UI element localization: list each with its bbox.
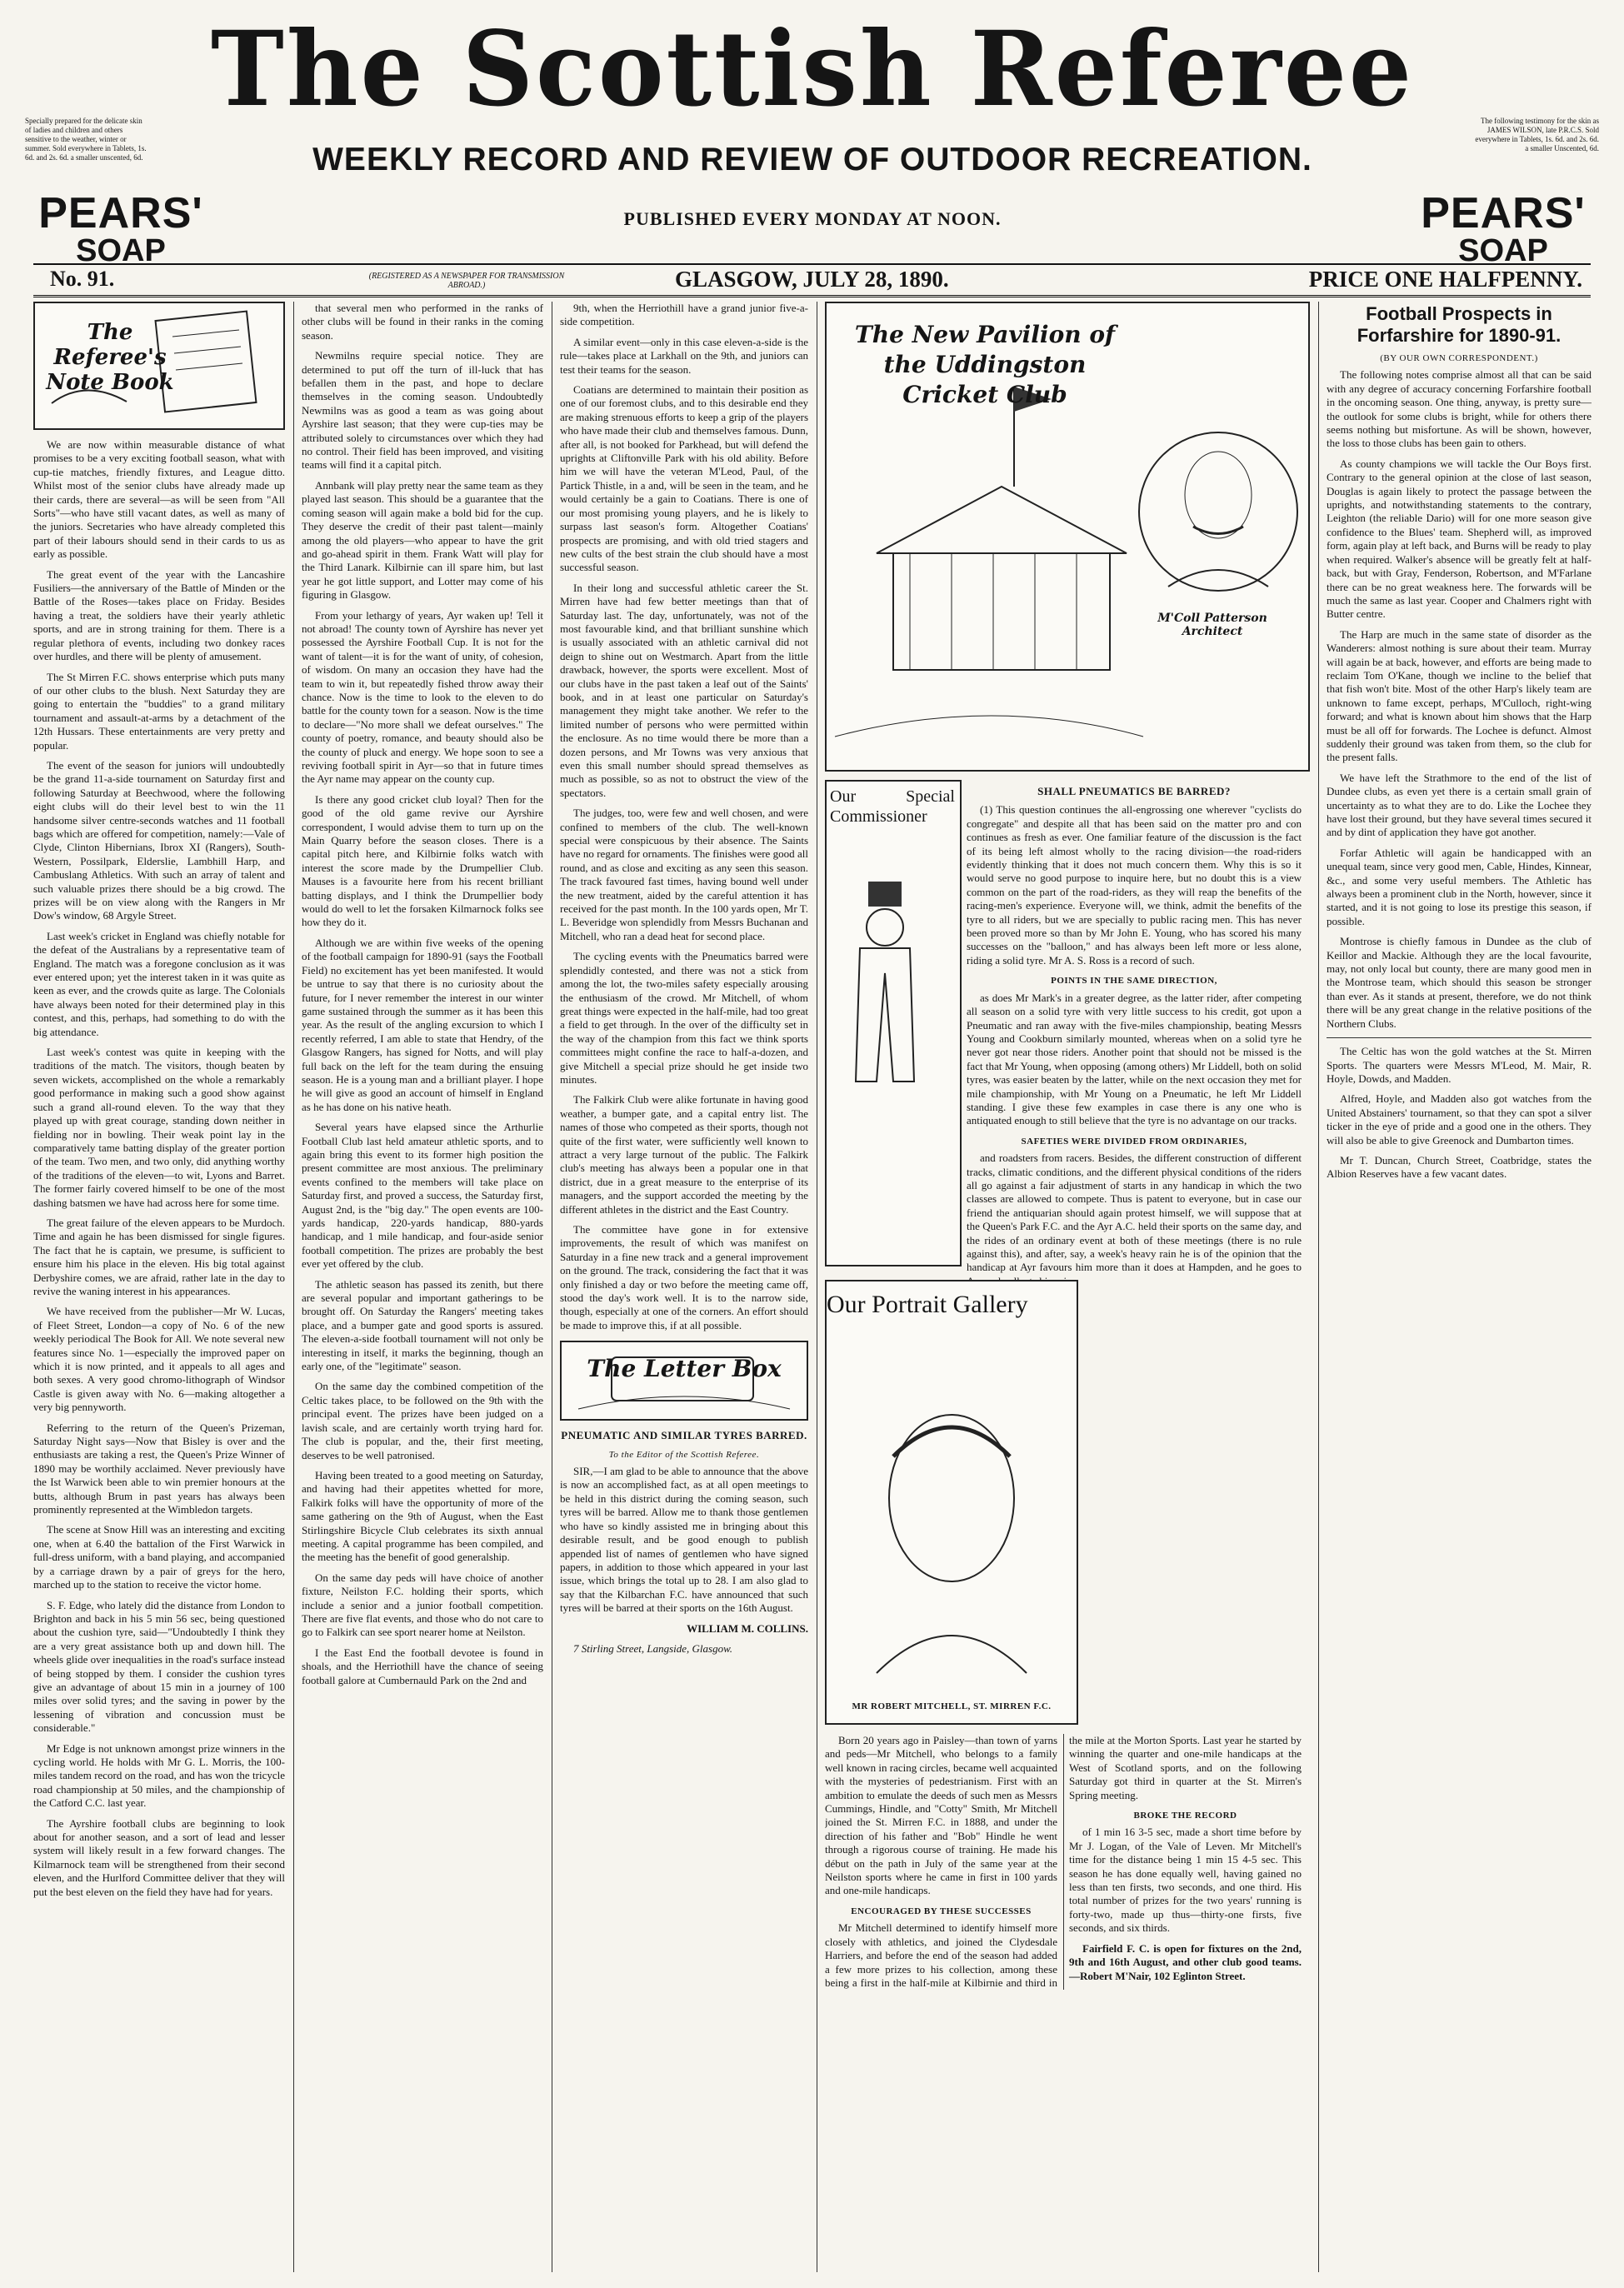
letter-address: 7 Stirling Street, Langside, Glasgow.: [573, 1641, 733, 1655]
byline: (BY OUR OWN CORRESPONDENT.): [1380, 353, 1538, 363]
paragraph: 9th, when the Herriothill have a grand junior five-a-side competition.: [560, 302, 808, 328]
paragraph: On the same day peds will have choice of another fixture, Neilston F.C. holding their sports, which include a senior and a junior football competition. There are five flat events, and those who do not care to go to Falkirk can see sport nearer home at Neilston.: [302, 1571, 543, 1639]
paragraph: of 1 min 16 3-5 sec, made a short time before by Mr J. Logan, of the Vale of Leven. Mr Mitchell's time for the distance being 1 min 15 4-5 sec. This season he has done equally well, having gained no less than ten firsts, two seconds, and one third. His total number of prizes for the two years' running is forty-two, made up thus—thirty-one firsts, five seconds, and six thirds.: [1069, 1826, 1302, 1935]
paragraph: Born 20 years ago in Paisley—than town of yarns and peds—Mr Mitchell, who belongs to a family well known in racing circles, became well acquainted with the mysteries of pedestrianism. First with an ambition to emulate the deeds of such men as Messrs Cummings, Hindle, and "Cotty" Smith, Mr Mitchell joined the St. Mirren F.C. in 1888, and under the direction of his father and "Bob" Hindle he went through a rigorous course of training. He made his début on the path in July of the same year at the Neilston sports where he came in first in 100 yards and one-mile handicaps.: [825, 1734, 1057, 1897]
gallery-subject: MR ROBERT MITCHELL, ST. MIRREN F.C.: [852, 1701, 1052, 1711]
letter-signature: WILLIAM M. COLLINS.: [687, 1621, 808, 1635]
paragraph: Mr Edge is not unknown amongst prize winners in the cycling world. He holds with Mr G. L. Morris, the 100-miles tandem record on the road, and has won the tricycle road championship at 50 miles, and the championship of the Catford C.C. last year.: [33, 1741, 285, 1810]
pavilion-signature: M'Coll Patterson Architect: [1157, 612, 1267, 639]
divider: [1327, 1037, 1592, 1038]
paragraph: We have left the Strathmore to the end of the list of Dundee clubs, as even yet there is a certain small grain of uncertainty as to what they are to do. Like the Lochee they have lost their ground, but they have several times secured it and by dint of application they have got another.: [1327, 771, 1592, 839]
note-book-illustration: [33, 302, 285, 430]
column-5: [1327, 302, 1592, 2272]
col1-paragraphs: [33, 438, 285, 1899]
commissioner-icon: [827, 782, 957, 1261]
paragraph: The great event of the year with the Lancashire Fusiliers—the anniversary of the Battle of Minden or the Battle of the Roses—takes place on Friday. Besides having a treat, the soldiers have their yearly athletic sports, and are in strong training for them. There is a regular plethora of events, including two donkey races over hurdles, and there will be plenty of amusement.: [33, 567, 285, 663]
col4-body: [825, 780, 1310, 2271]
pavilion-caption: The New Pavilion of the Uddingston Cricket Club: [854, 321, 1116, 408]
commissioner-illustration: [825, 780, 962, 1266]
paragraph: Alfred, Hoyle, and Madden also got watches from the United Abstainers' tournament, so that they can spot a silver ticker in the eye of pride and a good one in the others. They will also be able to give Greenock and Dumbarton times.: [1327, 1092, 1592, 1146]
paragraph: We are now within measurable distance of what promises to be a very exciting football season, what with cup-tie matches, friendly fixtures, and League ditto. Whilst most of the senior clubs have already made up their cards, there are several—as will be seen from "All Sorts"—who have still vacant dates, as well as many of the juniors. Secretaries who have already completed this part of their labours should send in their cards to us as early as possible.: [33, 438, 285, 561]
paragraph: Is there any good cricket club loyal? Then for the good of the old game revive our Ayrshire correspondent, I would advise them to turn up on the Main Quarry before the season closes. There is a capital pitch here, and Kilbirnie folks watch with interest the score made by the Drumpellier Club. Mauses is a favourite here from his recent brilliant batting displays, and I think the Drumpellier body would do well to let the forsaken Kilmarnock folks see how they do it.: [302, 792, 543, 929]
sub-headline: BROKE THE RECORD: [1133, 1811, 1237, 1821]
gallery-caption: Our Portrait Gallery: [827, 1291, 1028, 1318]
paragraph: Mr Mitchell determined to identify himself more closely with athletics, and joined the Clydesdale Harriers, and before the end of the season had added a few more prizes to his collection, among these being a first in the half-mile at Kilbirnie and third in the mile at the Morton Sports. Last year he started by winning the quarter and one-mile handicaps at the West of Scotland sports, and on the following Saturday got third in quarter at the St. Mirren's Spring meeting.: [825, 1734, 1302, 1989]
letter-headline: PNEUMATIC AND SIMILAR TYRES BARRED.: [561, 1429, 807, 1442]
paragraph: The judges, too, were few and well chosen, and were confined to members of the club. The well-known special were conspicuous by their absence. The Saints have no regard for ornaments. The finishes were good all round, and as close and exciting as any seen this season. The track favoured fast times, having bound well under the new treatment, aided by the careful attention it has received for the past month. In the 100 yards open, Mr T. L. Beveridge won splendidly from Messrs Buchanan and Mitchell, who ran a dead heat for second place.: [560, 807, 808, 942]
paragraph: Although we are within five weeks of the opening of the football campaign for 1890-91 (says the Football Field) no excitement has yet been manifested. It would be untrue to say that there is no curiosity about the future, for I never remember the interest in our winter game sustained through the summer as it has been this year. As the result of the angling excursion to which I recently referred, I am able to state that Hendry, of the Glasgow Rangers, has signed for Notts, and will play full back on the left for the team during the ensuing season. He is a young man and a brilliant player. I hope he will give as good an account of himself in England as he has done on his native heath.: [302, 936, 543, 1113]
paragraph: In their long and successful athletic career the St. Mirren have had few better meetings than that of Saturday last. The day, unfortunately, was not of the most favourable kind, and that brilliant sunshine which is usually associated with an athletic carnival did not deign to shine out on Westmarch. Apart from the little drawback, however, the sports were excellent. Most of our clubs have in the past taken a leaf out of the Saints' book, and in at least one particular on Saturday's management they might take another. We refer to the limited number of persons who were permitted within the enclosure. As no time would there be more than a dozen persons, and Mr Towns was very anxious that even this small number should spread themselves as much as possible, so as not to obstruct the view of the spectators.: [560, 581, 808, 799]
ad-right-big: PEARS': [1421, 189, 1586, 237]
paragraph: that several men who performed in the ranks of other clubs will be found in their ranks in the coming season.: [302, 302, 543, 342]
paragraph: From your lethargy of years, Ayr waken up! Tell it not abroad! The county town of Ayrshire has never yet possessed the Ayrshire Football Cup. It is not for the want of talent—it is for the want of unity, of cohesion, of wisdom. On many an occasion they have had the team to win it, but repeatedly fished throw away their chance. Now is the time to look to the eleven to do battle for the county town for a season. Now is the time to declare—"No more shall we defeat ourselves." The county of poetry, romance, and beauty should also be the county of pluck and energy. We hope soon to see a reviving football spirit in Ayr—so that in future times the Ayr name may appear on the county cup.: [302, 608, 543, 786]
masthead-side-note-left: Specially prepared for the delicate skin of ladies and children and others sensitive to the weather, winter or summer. Sold everywhere in Tablets, 1s. 6d. and 2s. 6d. a smaller unscented, 6d.: [25, 117, 147, 162]
paragraph: The scene at Snow Hill was an interesting and exciting one, when at 6.40 the battalion of the First Warwick in full-dress uniform, with a band playing, and accompanied by a carriage drawn by a pair of greys for the hero, marched up to the station to receive the victor home.: [33, 1523, 285, 1591]
paragraph: Newmilns require special notice. They are determined to put off the turn of ill-luck that has befallen them in the past, and hope to declare themselves in the coming season. Undoubtedly Newmilns was as good a team as was going about Ayrshire last season; that they were cup-ties may be attributed solely to circumstances over which they had no control. Their field has been improved, and visiting teams will find it a capital pitch.: [302, 349, 543, 472]
paragraph: The Harp are much in the same state of disorder as the Wanderers: almost nothing is sure about their team. Murray will again be at back, however, and efforts are being made to reclaim Tom O'Kane, though we incline to the belief that that fish won't bite. Most of the other Harp's likely team are unknown to fame except, perhaps, M'Culloch, right-wing forward; and what is known about him shows that the Harp must be all off for forwards. The Lochee is defunct. Almost suddenly their ground was taken from them, so the club for the present falls.: [1327, 627, 1592, 764]
registered-note: (REGISTERED AS A NEWSPAPER FOR TRANSMISSION ABROAD.): [368, 272, 565, 290]
paragraph: A similar event—only in this case eleven-a-side is the rule—takes place at Larkhall on the 9th, and juniors can test their teams for the season.: [560, 335, 808, 376]
paragraph: as does Mr Mark's in a greater degree, as the latter rider, after competing all season on a solid tyre with very little success to his credit, got upon a Pneumatic and ran away with the five-miles championship, beating Messrs Young and Cookburn similarly mounted, whereas when on a solid tyre he never got near those riders. Another point that should not be missed is the fact that Mr Young, when opposing (among others) Mr Liddell, both on solid tyres, was easier beaten by the latter, while on the next occasion they met for mile championship, with Mr Young on a Pneumatic, he left Mr Liddell standing. I give these few examples in case there is any one who is antiquated enough to still believe that the tyre is no advantage on our tracks.: [967, 991, 1302, 1127]
portrait-icon: [827, 1281, 1073, 1720]
paragraph: (1) This question continues the all-engrossing one wherever "cyclists do congregate" and despite all that has been said on the matter pro and con continues as fresh as ever. One familiar feature of the discussion is the fact of its being left almost wholly to the racing division—the road-riders evidently thinking that it does not much concern them. Why this is so it would serve no good purpose to inquire here, but no doubt this is a view common on the part of the road-riders, as they will reap the benefits of the racing-men's experience. Everyone will, we think, admit the benefits of the tyre to all riders, but we are specially to public racing men. This has never been proved more so than by Mr John E. Young, who has scored his many successes on the "balloon," and has always been left more or less alone, riding a solid tyre. Mr A. S. Ross is a record of such.: [967, 803, 1302, 967]
paragraph: I the East End the football devotee is found in shoals, and the Herriothill have the chance of seeing football galore at Cumbernauld Park on the 2nd and: [302, 1646, 543, 1686]
paragraph: Montrose is chiefly famous in Dundee as the club of Keillor and Mackie. Although they are the local favourite, may, not only local but county, there are many good men in the Montrose team, which should this season be stronger than ever. As it stands at present, therefore, we do not think there will be any great change in the relative positions of the Northern Clubs.: [1327, 935, 1592, 1030]
letter-to-editor: To the Editor of the Scottish Referee.: [608, 1449, 760, 1460]
paragraph: On the same day the combined competition of the Celtic takes place, to be followed on the 9th with the principal event. The prizes have been judged on a lavish scale, and are certainly worth trying hard for. The club is popular, and the, their first meeting, deserves to be well patronised.: [302, 1380, 543, 1461]
sub-headline: POINTS IN THE SAME DIRECTION,: [1051, 976, 1217, 987]
notice-paragraph: Fairfield F. C. is open for fixtures on the 2nd, 9th and 16th August, and other club good teams. —Robert M'Nair, 102 Eglinton Street.: [1069, 1941, 1302, 1982]
sub-headline: SAFETIES WERE DIVIDED FROM ORDINARIES,: [1021, 1136, 1247, 1146]
note-book-caption: The Referee's Note Book: [46, 320, 174, 395]
paragraph: The St Mirren F.C. shows enterprise which puts many of our other clubs to the blush. Next Saturday they are going to entertain the "buddies" to a grand military tournament and assault-at-arms by a detachment of the 12th Hussars. These entertainments are very pretty and popular.: [33, 670, 285, 752]
masthead-side-note-right: The following testimony for the skin as JAMES WILSON, late P.R.C.S. Sold everywhere in Tablets, 1s. 6d. and 2s. 6d. a smaller Unscented, 6d.: [1475, 117, 1599, 152]
column-2: [302, 302, 543, 2272]
ad-right-small: SOAP: [1458, 233, 1548, 268]
paragraph: We have received from the publisher—Mr W. Lucas, of Fleet Street, London—a copy of No. 6 of the new weekly periodical The Book for All. We note several new features since No. 1—especially the improved paper on which it is now printed, and it appeals to all ages and both sexes. A very good chromo-lithograph of Windsor Castle is given away with No. 6—making altogether a very big pennyworth.: [33, 1305, 285, 1414]
paragraph: S. F. Edge, who lately did the distance from London to Brighton and back in his 5 min 56 sec, being questioned about the cushion tyre, said—"Undoubtedly I think they are a very great assistance both up and down hill. The wheels glide over inequalities in the road's surface instead of being stopped by them. I consider the cushion tyres give an advantage of about 15 min in a journey of 100 miles over solid tyres; and the saving in power by the lessening of vibration and concussion must be considerable.": [33, 1598, 285, 1735]
issue-number: No. 91.: [50, 267, 115, 291]
paragraph: Having been treated to a good meeting on Saturday, and having had their appetites whetted for more, Falkirk folks will have the opportunity of more of the same gathering on the 9th of August, when the East Stirlingshire Bicycle Club celebrates its sixth annual meeting. A capital programme has been compiled, and the meeting has the benefit of good generalship.: [302, 1468, 543, 1564]
commissioner-caption: Our Special Commissioner: [830, 787, 955, 826]
column-rule: [293, 302, 294, 2272]
paragraph: As county champions we will tackle the Our Boys first. Contrary to the general opinion at the close of last season, Douglas is again likely to protect the passage between the uprights, and notwithstanding statements to the contrary, Leighton (the reliable Dario) will for one more season give confidence to the Blues' team. Shepherd will, as improved form, again play at left back, and Burns will be ready to play when required. Walker's absence will be greatly felt at half-back, but with Gray, Fenderson, Robertson, and M'Farlane there can be no great weakness here. The forwards will be much the same as last year. Cooper and Chalmers right with Butter centre.: [1327, 457, 1592, 621]
letter-box-illustration: [560, 1341, 808, 1421]
column-1: [33, 302, 285, 2272]
gallery-article: [825, 1734, 1302, 1990]
pavilion-illustration: [825, 302, 1310, 772]
paragraph: Last week's contest was quite in keeping with the traditions of the match. The visitors, though beaten by seven wickets, accomplished on the whole a remarkably good performance in making such a good show against such a grand all-round eleven. To the way that they played up with great courage, standing down neither in fielding nor in bowling. Their weak point lay in the comparatively tame batting display of the greater portion of the team. Two men, and two only, did anything worthy of the traditions of the eleven—to wit, Lyons and Barret. The former fairly covered himself to be one of the most dashing batsmen we have had across here for some time.: [33, 1046, 285, 1209]
letter-box-caption: The Letter Box: [587, 1355, 782, 1383]
ad-left-small: SOAP: [76, 233, 166, 268]
dateline-bar: [33, 263, 1591, 297]
paragraph: Last week's cricket in England was chiefly notable for the defeat of the Australians by a representative team of England. The match was a foregone conclusion as it was ever entered upon; yet the interest taken in it was quite as keen as ever, and the crowds quite as large. The Colonials have always been noted for their determined play in this contest, and this, perhaps, had something to do with the big attendance.: [33, 929, 285, 1038]
paragraph: Forfar Athletic will again be handicapped with an unequal team, since very good men, Cable, Hindes, Kinnear, &c., and some very useful members. The Athletic has always been a prominent club in the North, however, since it started, and it is not going to lose its prestige this season, if possible.: [1327, 846, 1592, 927]
sub-headline: ENCOURAGED BY THESE SUCCESSES: [851, 1906, 1032, 1916]
paragraph: The Falkirk Club were alike fortunate in having good weather, a bumper gate, and a capital entry list. The names of those who competed as their sports, though not quite of the first water, were sufficiently well known to attract a very large turnout of the public. The Falkirk club's meeting has always been a popular one in that district, due in a great measure to the enterprise of its managers, and the support accorded the meeting by the different athletes in the district and the East Country.: [560, 1093, 808, 1216]
column-3: [560, 302, 808, 2272]
paragraph: The athletic season has passed its zenith, but there are several popular and important gatherings to be brought off. On Saturday the Rangers' meeting takes place, and a bumper gate and good sports is assured. The eleven-a-side football tournament will not only be interesting in itself, it marks the beginning, though an early one, of the "legitimate" season.: [302, 1277, 543, 1373]
paragraph: Coatians are determined to maintain their position as one of our foremost clubs, and to this desirable end they are making strenuous efforts to keep a grip of the players who have made their club and themselves famous. Dunn, after all, is not booked for Parkhead, but will defend the uprights at Cliftonville Park with his old ability. Before him we will have the veteran M'Leod, Paul, of the Partick Thistle, in a and, will be seen in the team, and he would certainly be a gain to Coatians. There is one of our most promising young players, and he is likely to surpass last season's form. Altogether Coatians' prospects are promising, and with old tried stagers and new cults of the best strain the club should have a most successful season.: [560, 383, 808, 574]
paragraph: and roadsters from racers. Besides, the different construction of different tracks, climatic conditions, and the different physical conditions of the riders all go against a fair adjustment of starts in any handicap in which the two classes are allowed to compete. Thus is patent to everyone, but in case our friend the antiquarian should again protest himself, we will suppose that at the Queen's Park F.C. and the Ayr A.C. held their sports on the same day, and the rides of an ordinary event at both of these meetings (there is no rule against this), and after, say, a week's heavy rain he is of the opinion that the handicap at Ayr favours him more than it does at Hampden, and he goes to: [967, 1151, 1302, 1274]
paragraph: Referring to the return of the Queen's Prizeman, Saturday Night says—Now that Bisley is over and the enthusiasts are taking a rest, the Queen's Prize Winner of 1890 may be worthily acclaimed. Never previously have the Ist Warwick been able to win premier honours at the butts, although Brum in past years has always been prominently represented at the Wimbledon targets.: [33, 1421, 285, 1516]
paragraph: The great failure of the eleven appears to be Murdoch. Time and again he has been dismissed for single figures. The fact that he is captain, we presume, is sufficient to ensure him his place in the eleven. His big total against Derbyshire comes, we are afraid, rather late in the day to revive the waning interest in his appearances.: [33, 1216, 285, 1297]
portrait-gallery-illustration: [825, 1280, 1078, 1725]
paragraph: The cycling events with the Pneumatics barred were splendidly contested, and there was not a stick from among the lot, the two-miles safety especially arousing the enthusiasm of the crowd. Mr Mitchell, of whom great things were expected in the half-mile, had too great a field to get through. In the over of the difficulty set in the way of the champion from this fact we think sports committees might confine the race to half-a-dozen, and give Mitchell a special prize should he get inside two minutes.: [560, 950, 808, 1086]
letter-paragraph: SIR,—I am glad to be able to announce that the above is now an accomplished fact, as at all open meetings to be held in this district during the coming season, such tyres will be barred. Allow me to thank those gentlemen who have so kindly assisted me in bringing about this desirable result, and be good enough to publish appended list of names of gentlemen who have signed papers, in addition to those which appeared in your last issue, which brings the total up to 28. I am also glad to say that the Kilbarchan F.C. have announced that such tyres will be barred at their sports on the 16th August.: [560, 1465, 808, 1615]
paragraph: The following notes comprise almost all that can be said with any degree of accuracy concerning Forfarshire football in the oncoming season. One thing, anyway, is pretty sure—the outlook for some clubs is bright, while for others there seems nothing but misfortune. As will be shown, however, the loss to those clubs has been gain to others.: [1327, 368, 1592, 450]
masthead-published: PUBLISHED EVERY MONDAY AT NOON.: [623, 208, 1002, 229]
commissioner-article: [967, 780, 1302, 1295]
masthead-title: The Scottish Referee: [211, 7, 1414, 130]
paragraph: The Celtic has won the gold watches at the St. Mirren Sports. The quarters were Messrs M'Leod, M. Mair, R. Hoyle, Dowds, and Madden.: [1327, 1045, 1592, 1085]
masthead-subtitle: WEEKLY RECORD AND REVIEW OF OUTDOOR RECREATION.: [312, 142, 1312, 177]
issue-price: PRICE ONE HALFPENNY.: [1308, 267, 1582, 292]
issue-date: GLASGOW, JULY 28, 1890.: [675, 267, 949, 292]
pears-soap-ad-left: [37, 189, 204, 268]
column-rule: [1318, 302, 1319, 2272]
pears-soap-ad-right: [1420, 189, 1587, 268]
pneumatics-headline: SHALL PNEUMATICS BE BARRED?: [1037, 785, 1231, 797]
paragraph: Several years have elapsed since the Arthurlie Football Club last held amateur athletic sports, and to again bring this event to its former high position the present committee are most anxious. The preliminary events confined to the members will take place on Saturday first, and proved a success, the Saturday first, August 2nd, is the "big day." The open events are 100-yards handicap, 220-yards handicap, 880-yards handicap, and 1 mile handicap, and four-aside senior football competition. The prizes are probably the best ever yet offered by the club.: [302, 1121, 543, 1271]
paragraph: Annbank will play pretty near the same team as they played last season. This should be a guarantee that the coming season will again make a bold bid for the cup. They deserve the credit of their past talent—mainly among the old players—who appear to have the grit and go-ahead spirit in them. Frank Watt will play for the Third Lanark. Kilbirnie can ill spare him, but last year he got little support, and Lotter may come of his figuring in Glasgow.: [302, 478, 543, 602]
paragraph: Mr T. Duncan, Church Street, Coatbridge, states the Albion Reserves have a few vacant dates.: [1327, 1153, 1592, 1181]
forfarshire-headline: Football Prospects in Forfarshire for 1890-91.: [1357, 303, 1562, 346]
paragraph: The Ayrshire football clubs are beginning to look about for another season, and a sort of lead and lesser system will likely result in a few forward changes. The Kilmarnock team will be strengthened from their second eleven, and the Hurlford Committee deliver that they will put the best eleven on the field they have had for years.: [33, 1816, 285, 1898]
column-4: [825, 302, 1310, 2272]
paragraph: The event of the season for juniors will undoubtedly be the grand 11-a-side tournament on Saturday first and following Saturday at Beechwood, where the following eight clubs will do their level best to win the 11 handsome silver centre-seconds watches and 11 football bags which are offered for competition, namely:—Vale of Clyde, Clinton Hibernians, Ibrox XI (Rangers), South-Western, Possilpark, Elderslie, Lambhill Harp, and Cambuslang Athletics. With such an array of talent and such valuable prizes there should be a big crowd. The prizes will be on view along with the Rangers in Mr Dow's window, 68 Argyle Street.: [33, 758, 285, 922]
ad-left-big: PEARS': [38, 189, 203, 237]
paragraph: The committee have gone in for extensive improvements, the result of which was manifest on Saturday in a fine new track and a general improvement on the ground. The track, considering the fact that it was only finished a day or two before the meeting came off, stood the day's work well. It is to the narrow side, though, especially at one of the corners. An effort should be made to improve this, if at all possible.: [560, 1223, 808, 1331]
